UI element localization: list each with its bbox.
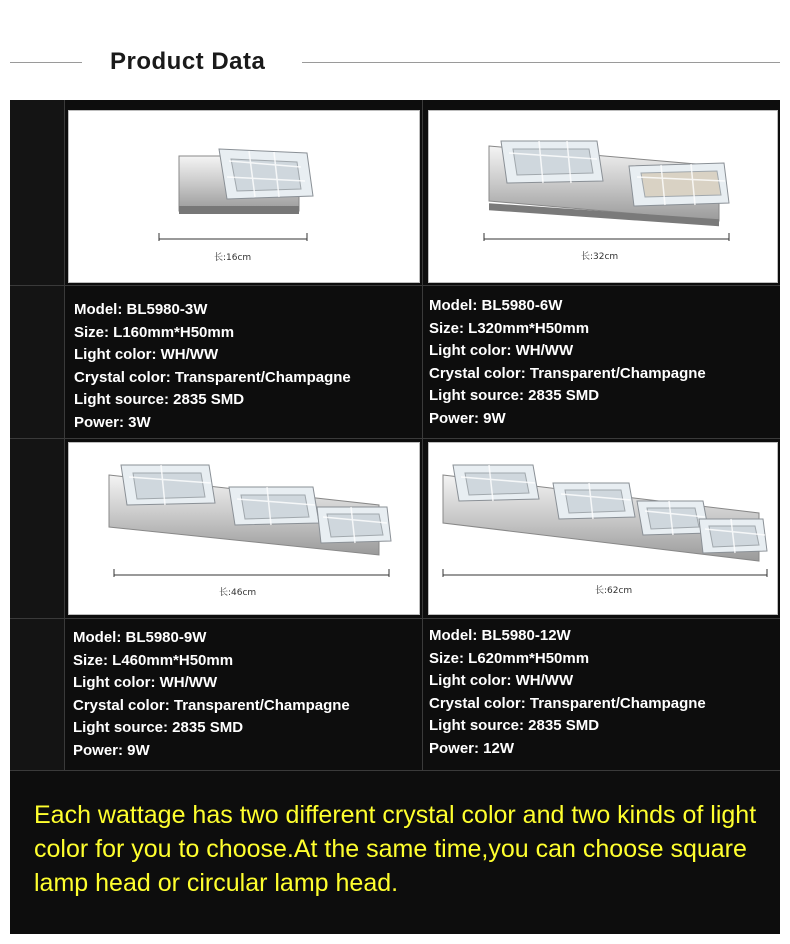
crystal-head — [699, 519, 767, 553]
table-divider — [10, 285, 780, 286]
dimension-label: 长:62cm — [595, 586, 633, 596]
spec-light-source: Light source: 2835 SMD — [73, 719, 244, 736]
crystal-head — [219, 149, 313, 199]
spec-light-source: Light source: 2835 SMD — [74, 391, 245, 408]
crystal-head — [501, 141, 603, 183]
dimension-label: 长:32cm — [581, 252, 619, 262]
spec-power: Power: 12W — [429, 739, 515, 757]
spec-light-source: Light source: 2835 SMD — [429, 387, 600, 404]
spec-list-12w — [429, 625, 706, 760]
product-photo-12w — [428, 442, 778, 615]
header-rule-right — [302, 62, 780, 63]
crystal-head — [121, 465, 215, 505]
spec-power: Power: 9W — [429, 409, 506, 427]
product-photo-9w — [68, 442, 420, 615]
spec-power: Power: 3W — [74, 413, 151, 431]
spec-model: Model: BL5980-12W — [429, 627, 571, 644]
spec-list-6w — [429, 295, 706, 430]
crystal-head — [229, 487, 319, 525]
spec-light-color: Light color: WH/WW — [74, 346, 219, 363]
header-rule-left — [10, 62, 82, 63]
spec-list-9w — [73, 627, 350, 762]
page-title: Product Data — [110, 48, 266, 75]
spec-crystal-color: Crystal color: Transparent/Champagne — [73, 696, 350, 714]
spec-model: Model: BL5980-6W — [429, 297, 563, 314]
spec-light-color: Light color: WH/WW — [429, 342, 574, 359]
spec-light-color: Light color: WH/WW — [73, 674, 218, 691]
crystal-head — [637, 501, 709, 535]
table-side-column — [10, 100, 64, 770]
table-divider — [10, 618, 780, 619]
crystal-head — [629, 163, 729, 206]
dimension-label: 长:46cm — [219, 588, 257, 598]
table-divider — [10, 438, 780, 439]
table-divider — [10, 770, 780, 771]
table-divider — [422, 100, 423, 770]
spec-crystal-color: Crystal color: Transparent/Champagne — [74, 368, 351, 386]
product-photo-6w — [428, 110, 778, 283]
spec-size: Size: L320mm*H50mm — [429, 319, 590, 337]
spec-size: Size: L160mm*H50mm — [74, 323, 235, 341]
product-photo-3w — [68, 110, 420, 283]
spec-size: Size: L620mm*H50mm — [429, 649, 590, 667]
table-divider — [64, 100, 65, 770]
spec-crystal-color: Crystal color: Transparent/Champagne — [429, 694, 706, 712]
spec-power: Power: 9W — [73, 741, 150, 759]
crystal-head — [453, 465, 539, 501]
crystal-head — [553, 483, 635, 519]
spec-list-3w — [74, 299, 351, 434]
spec-model: Model: BL5980-3W — [74, 301, 208, 318]
dimension-label: 长:16cm — [214, 253, 252, 263]
spec-light-source: Light source: 2835 SMD — [429, 717, 600, 734]
options-note: Each wattage has two different crystal color and two kinds of light color for you to choose.At the same time,you can choose square lamp head or circular lamp head. — [34, 801, 757, 897]
crystal-head — [317, 507, 391, 543]
product-table — [10, 100, 780, 934]
spec-size: Size: L460mm*H50mm — [73, 651, 234, 669]
spec-light-color: Light color: WH/WW — [429, 672, 574, 689]
spec-crystal-color: Crystal color: Transparent/Champagne — [429, 364, 706, 382]
spec-model: Model: BL5980-9W — [73, 629, 207, 646]
section-header — [0, 0, 790, 100]
